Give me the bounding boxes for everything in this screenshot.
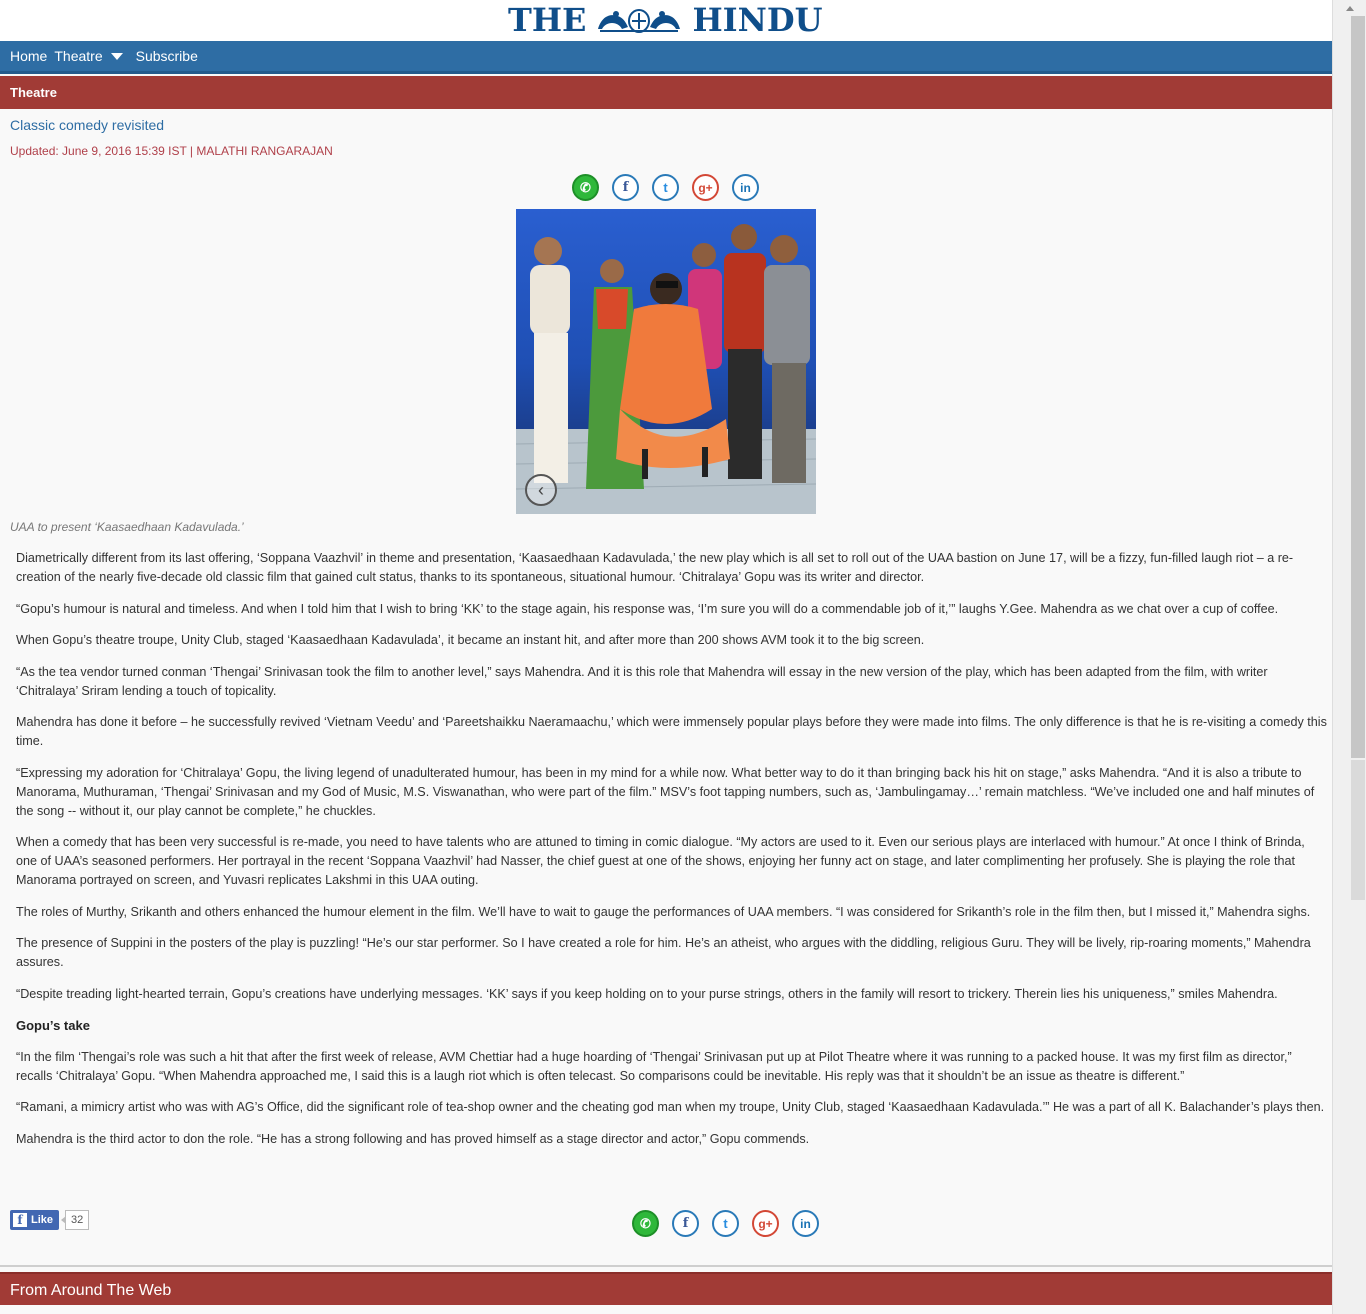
whatsapp-icon[interactable]: ✆ — [632, 1210, 659, 1237]
article-paragraph: “Despite treading light-hearted terrain, Gopu’s creations have underlying messages. ‘KK’ says if you keep holding on to your purse strings, others in the family will resort to trickery. Therein lies his uniqueness,” smiles Mahendra. — [16, 986, 1278, 1001]
article-paragraph: “Ramani, a mimicry artist who was with AG’s Office, did the significant role of tea-shop owner and the cheating god man when my troupe, Unity Club, staged ‘Kaasaedhaan Kadavulada.’” He was a part of all K. Balachander’s plays then. — [16, 1100, 1325, 1114]
article-paragraph: Mahendra has done it before – he successfully revived ‘Vietnam Veedu’ and ‘Pareetshaikku Naeramaachu,’ which were immensely popular plays before they were made into films. The only difference is that he is re-visiting a comedy this time. — [16, 715, 1327, 748]
facebook-icon[interactable]: f — [612, 174, 639, 201]
article-paragraph: “Gopu’s humour is natural and timeless. And when I told him that I wish to bring ‘KK’ to the stage again, his response was, ‘I’m sure you will do a commendable job of it,’” laughs Y.Gee. Mahendra as we chat over a cup of coffee. — [16, 601, 1279, 616]
article-byline: Updated: June 9, 2016 15:39 IST | MALATHI RANGARAJAN — [10, 144, 333, 158]
article-paragraph: “Expressing my adoration for ‘Chitralaya’ Gopu, the living legend of unadulterated humour, has been in my mind for a while now. What better way to do it than bringing back his hit on stage,” asks Mahendra. “And it is also a tribute to Manorama, Muthuraman, ‘Thengai’ Srinivasan and my God of Music, M.S. Viswanathan, who were part of the film.” MSV’s foot tapping numbers, such as, ‘Jambulingamay…’ remain matchless. “We’ve included one and half minutes of the song -- without it, our play cannot be complete,” he chuckles. — [16, 765, 1315, 818]
main-nav — [0, 41, 1332, 74]
photo-prev-button[interactable]: ‹ — [525, 474, 557, 506]
linkedin-icon[interactable]: in — [732, 174, 759, 201]
facebook-like-button[interactable] — [10, 1210, 59, 1230]
facebook-logo-icon: f — [13, 1213, 27, 1227]
linkedin-icon[interactable]: in — [792, 1210, 819, 1237]
scrollbar-thumb[interactable] — [1351, 16, 1365, 758]
nav-theatre[interactable] — [54, 48, 128, 64]
twitter-icon[interactable]: t — [712, 1210, 739, 1237]
facebook-icon[interactable]: f — [672, 1210, 699, 1237]
photo-caption: UAA to present ‘Kaasaedhaan Kadavulada.’ — [10, 520, 244, 534]
caret-down-icon — [111, 53, 123, 60]
facebook-like-label: Like — [31, 1214, 54, 1226]
article-subhead: Gopu’s take — [16, 1018, 90, 1033]
facebook-like-count: 32 — [65, 1210, 89, 1230]
share-bar-bottom — [632, 1210, 819, 1237]
article-photo[interactable] — [516, 209, 816, 514]
article-paragraph: The roles of Murthy, Srikanth and others enhanced the humour element in the film. We’ll have to wait to gauge the performances of UAA members. “I was considered for Srikanth’s role in the film then, but I missed it,” Mahendra sighs. — [16, 904, 1311, 919]
the-hindu-logo[interactable] — [508, 2, 823, 38]
crest-icon — [592, 5, 686, 35]
article-headline: Classic comedy revisited — [10, 117, 165, 133]
article-paragraph: Diametrically different from its last offering, ‘Soppana Vaazhvil’ in theme and presentation, ‘Kaasaedhaan Kadavulada,’ the new play which is all set to roll out of the UAA bastion on June 17, will be a fizzy, fun-filled laugh riot – a re-creation of the nearly five-decade old classic film that gained cult status, thanks to its spontaneous, situational humour. ‘Chitralaya’ Gopu was its writer and director. — [16, 551, 1294, 584]
section-divider — [0, 1265, 1332, 1267]
photo-illustration — [516, 209, 816, 514]
share-bar-top — [572, 174, 759, 201]
masthead — [0, 0, 1332, 41]
article-paragraph: Mahendra is the third actor to don the role. “He has a strong following and has proved himself as a stage director and actor,” Gopu commends. — [16, 1131, 810, 1146]
twitter-icon[interactable]: t — [652, 174, 679, 201]
nav-theatre-label: Theatre — [54, 48, 103, 64]
nav-subscribe[interactable]: Subscribe — [135, 48, 198, 64]
logo-word-the: THE — [508, 1, 587, 39]
google-plus-icon[interactable]: g+ — [752, 1210, 779, 1237]
facebook-like-widget — [10, 1210, 89, 1230]
google-plus-icon[interactable]: g+ — [692, 174, 719, 201]
article-paragraph: When a comedy that has been very successful is re-made, you need to have talents who are attuned to timing in comic dialogue. “My actors are used to it. Even our serious plays are interlaced with humour.” At once I think of Brinda, one of UAA’s seasoned performers. Her portrayal in the recent ‘Soppana Vaazhvil’ had Nasser, the chief guest at one of the shows, enjoying her funny act on stage, and later complimenting her profusely. She is playing the role that Manorama portrayed on screen, and Yuvasri replicates Lakshmi in this UAA outing. — [16, 835, 1305, 887]
scrollbar-track-segment — [1351, 760, 1365, 900]
article-paragraph: “In the film ‘Thengai’s role was such a hit that after the first week of release, AVM Chettiar had a huge hoarding of ‘Thengai’ Srinivasan put up at Pilot Theatre where it was running to a packed house. It was my first film as director,” recalls ‘Chitralaya’ Gopu. “When Mahendra approached me, I said this is a laugh riot which is often telecast. So comparisons could be inevitable. His reply was that it shouldn’t be an issue as theatre is different.” — [16, 1049, 1292, 1083]
article-paragraph: The presence of Suppini in the posters of the play is puzzling! “He’s our star performer. So I have created a role for him. He’s an atheist, who argues with the diddling, religious Guru. They will be lively, rip-roaring moments,” Mahendra assures. — [16, 936, 1311, 969]
nav-home[interactable]: Home — [10, 48, 48, 64]
article-paragraph: When Gopu’s theatre troupe, Unity Club, staged ‘Kaasaedhaan Kadavulada’, it became an instant hit, and after more than 200 shows AVM took it to the big screen. — [16, 633, 925, 647]
scroll-up-arrow-icon[interactable] — [1346, 6, 1354, 11]
section-header: Theatre — [0, 76, 1332, 109]
whatsapp-icon[interactable]: ✆ — [572, 174, 599, 201]
from-around-the-web-header: From Around The Web — [0, 1272, 1332, 1305]
logo-word-hindu: HINDU — [692, 1, 823, 39]
page-scrollbar[interactable] — [1332, 0, 1366, 1314]
article-paragraph: “As the tea vendor turned conman ‘Thengai’ Srinivasan took the film to another level,” says Mahendra. And it is this role that Mahendra will essay in the new version of the play, which has been adapted from the film, with writer ‘Chitralaya’ Sriram lending a touch of topicality. — [16, 664, 1268, 698]
article-body — [16, 549, 1328, 1161]
